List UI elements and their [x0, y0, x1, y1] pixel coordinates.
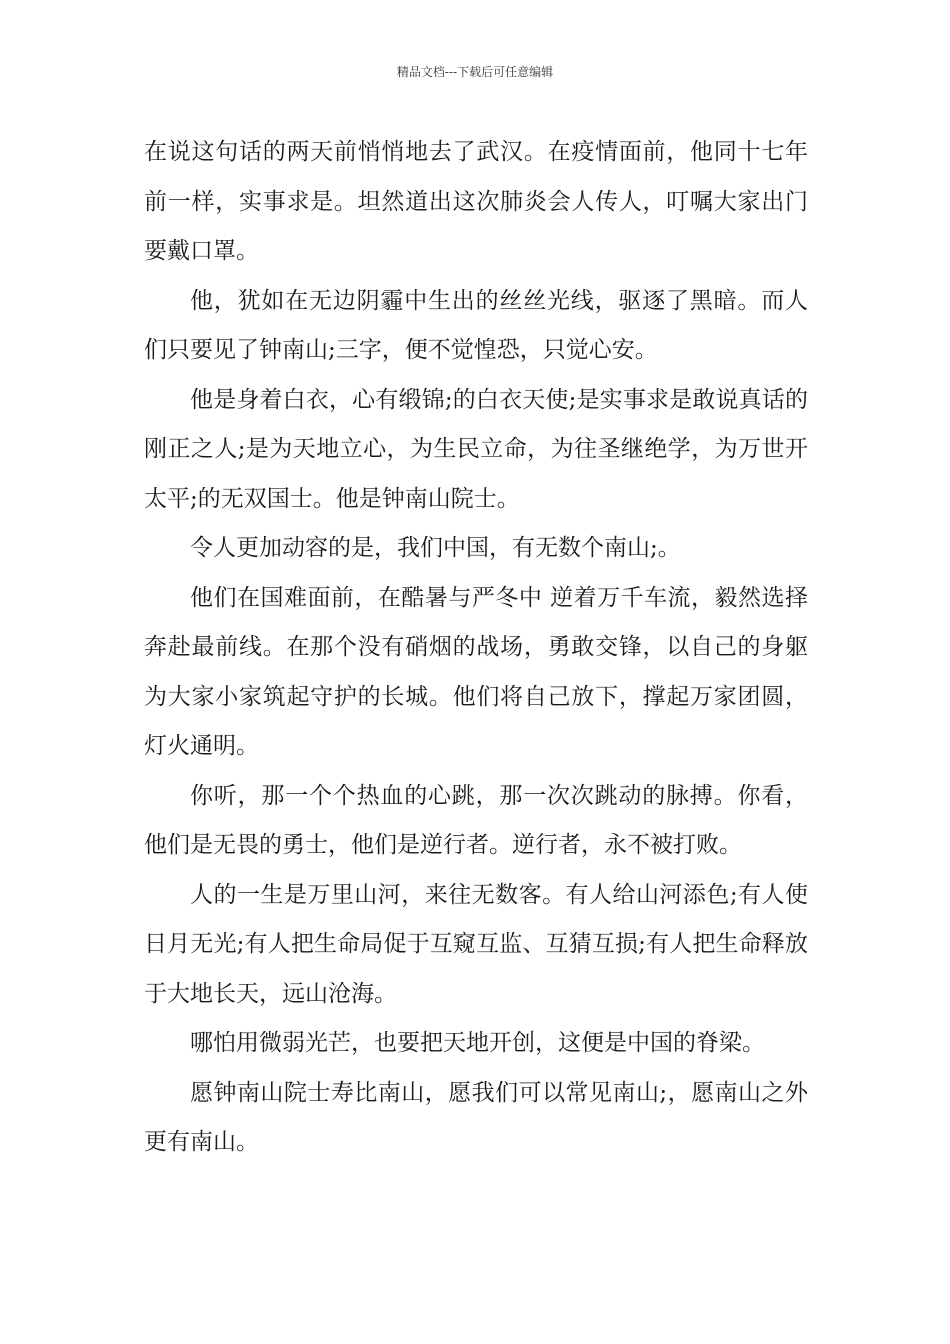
- paragraph-2: 他，犹如在无边阴霾中生出的丝丝光线，驱逐了黑暗。而人们只要见了钟南山;三字，便不觉惶恐，只觉心安。: [144, 287, 808, 363]
- paragraph-6: 你听，那一个个热血的心跳，那一次次跳动的脉搏。你看，他们是无畏的勇士，他们是逆行者。逆行者，永不被打败。: [144, 782, 808, 858]
- paragraph-4: 令人更加动容的是，我们中国，有无数个南山;。: [190, 535, 681, 561]
- paragraph-8: 哪怕用微弱光芒，也要把天地开创，这便是中国的脊梁。: [190, 1030, 765, 1056]
- document-body: [144, 128, 808, 1168]
- paragraph-5: 他们在国难面前，在酷暑与严冬中 逆着万千车流，毅然选择奔赴最前线。在那个没有硝烟的战场，勇敢交锋，以自己的身躯为大家小家筑起守护的长城。他们将自己放下，撑起万家团圆，灯火通明。: [144, 584, 808, 759]
- paragraph-9: 愿钟南山院士寿比南山，愿我们可以常见南山;，愿南山之外更有南山。: [144, 1079, 808, 1155]
- paragraph-1: 在说这句话的两天前悄悄地去了武汉。在疫情面前，他同十七年前一样，实事求是。坦然道出这次肺炎会人传人，叮嘱大家出门要戴口罩。: [144, 139, 808, 264]
- paragraph-7: 人的一生是万里山河，来往无数客。有人给山河添色;有人使日月无光;有人把生命局促于互窥互监、互猜互损;有人把生命释放于大地长天，远山沧海。: [144, 881, 808, 1007]
- paragraph-3: 他是身着白衣，心有缎锦;的白衣天使;是实事求是敢说真话的刚正之人;是为天地立心，为生民立命，为往圣继绝学，为万世开太平;的无双国士。他是钟南山院士。: [144, 386, 808, 512]
- page-header: 精品文档---下载后可任意编辑: [396, 65, 554, 79]
